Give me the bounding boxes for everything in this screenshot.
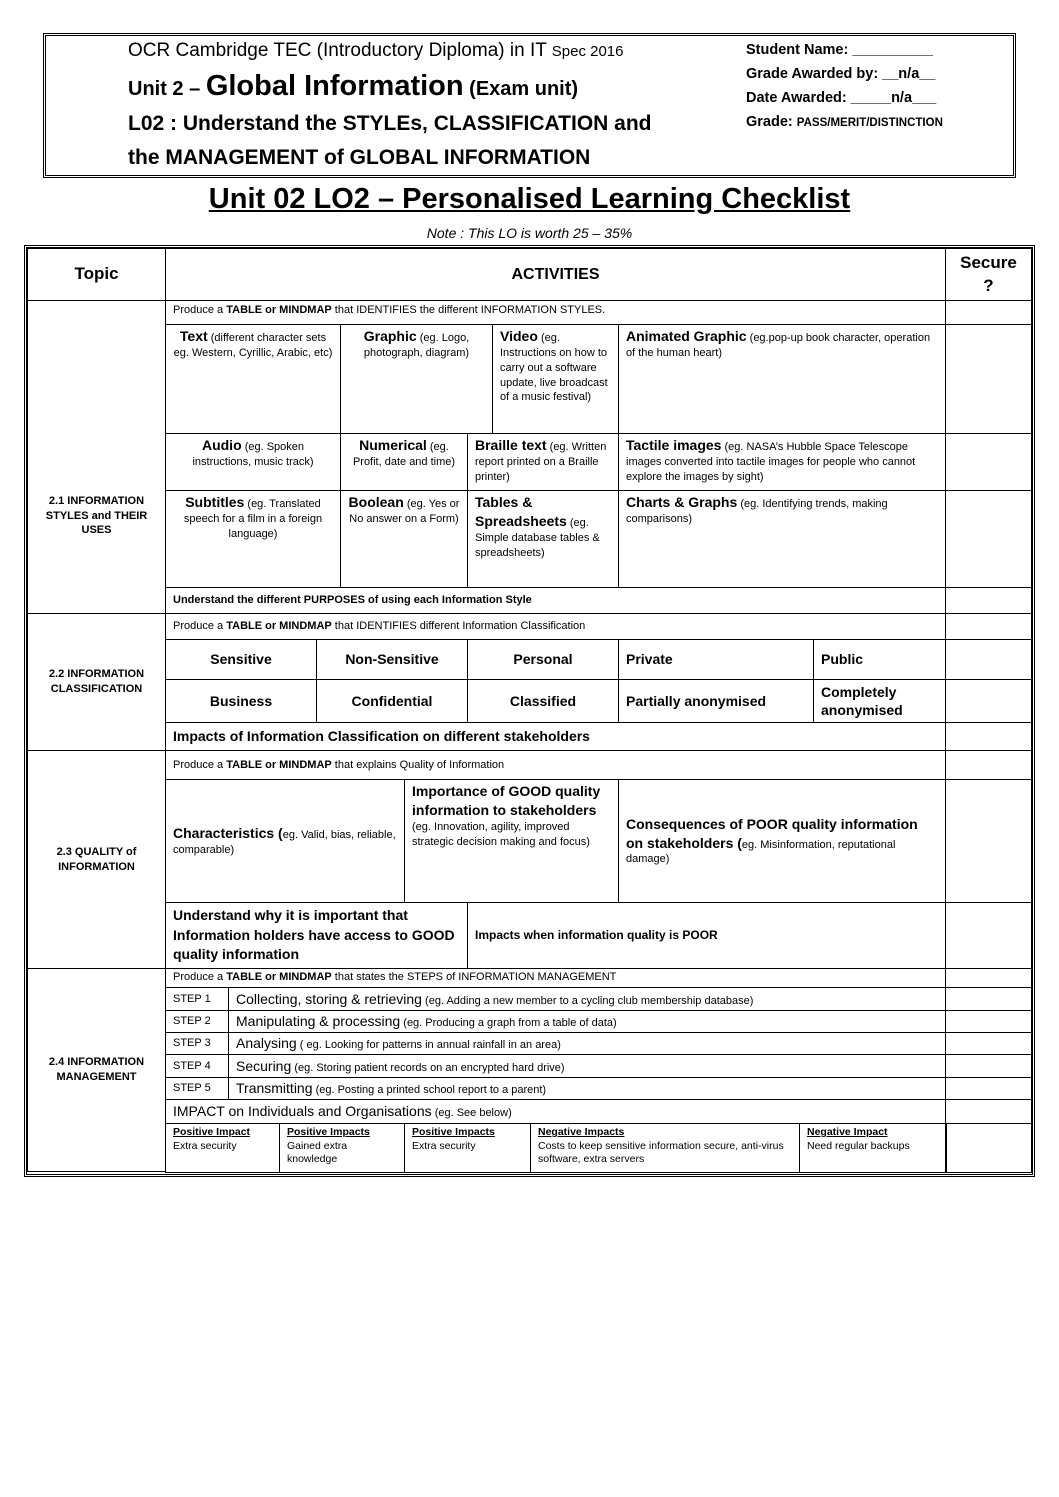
t: Produce a bbox=[173, 304, 224, 316]
secure-checkbox-cell[interactable] bbox=[945, 750, 1032, 780]
quality-characteristics bbox=[165, 779, 405, 903]
lo-line-1: L02 : Understand the STYLEs, CLASSIFICATION and bbox=[128, 112, 652, 135]
style-tables bbox=[467, 490, 619, 588]
impact-heading: Positive Impact bbox=[173, 1126, 251, 1138]
style-numerical bbox=[340, 433, 468, 491]
date-awarded: Date Awarded: _____n/a___ bbox=[746, 90, 937, 106]
t: Tables & Spreadsheets bbox=[475, 494, 567, 529]
student-name-field: Student Name: __________ bbox=[746, 42, 933, 58]
t: Video bbox=[500, 328, 538, 344]
activity-classification-impacts: Impacts of Information Classification on different stakeholders bbox=[165, 722, 946, 751]
style-graphic bbox=[340, 324, 493, 434]
impact-detail: Extra security bbox=[173, 1139, 237, 1152]
t: TABLE or MINDMAP bbox=[226, 971, 332, 983]
activity-impact bbox=[165, 1099, 946, 1124]
course-line bbox=[128, 40, 624, 62]
secure-checkbox-cell[interactable] bbox=[945, 1010, 1032, 1033]
style-boolean bbox=[340, 490, 468, 588]
impact-detail: Need regular backups bbox=[807, 1139, 910, 1152]
t: Importance of GOOD quality information to stakeholders bbox=[412, 783, 601, 818]
d: (eg. See below) bbox=[434, 1107, 512, 1120]
class-private: Private bbox=[618, 639, 814, 680]
t: that IDENTIFIES different Information Classification bbox=[331, 620, 586, 633]
step-item bbox=[228, 1032, 946, 1055]
step-item bbox=[228, 1054, 946, 1078]
t: Produce a bbox=[173, 971, 224, 983]
col-activities: ACTIVITIES bbox=[165, 248, 946, 301]
impact-heading: Negative Impacts bbox=[538, 1126, 625, 1138]
activity-produce-classification bbox=[165, 613, 946, 640]
secure-checkbox-cell[interactable] bbox=[945, 433, 1032, 491]
col-secure: Secure ? bbox=[945, 248, 1032, 301]
impact-detail: Extra security bbox=[412, 1139, 476, 1152]
secure-checkbox-cell[interactable] bbox=[945, 968, 1032, 988]
activity-purposes: Understand the different PURPOSES of using each Information Style bbox=[165, 587, 946, 614]
unit-prefix: Unit 2 – bbox=[128, 78, 201, 100]
col-topic: Topic bbox=[27, 248, 166, 301]
impact-detail: Costs to keep sensitive information secure, anti-virus software, extra servers bbox=[538, 1139, 784, 1166]
step-item bbox=[228, 1010, 946, 1033]
secure-checkbox-cell[interactable] bbox=[945, 1032, 1032, 1055]
secure-checkbox-cell[interactable] bbox=[945, 679, 1032, 723]
activity-produce-quality bbox=[165, 750, 946, 780]
t: TABLE or MINDMAP bbox=[226, 304, 332, 316]
d: eg. Misinformation, reputational damage) bbox=[626, 838, 896, 866]
page-title: Unit 02 LO2 – Personalised Learning Checklist bbox=[208, 183, 851, 215]
impact-example bbox=[530, 1123, 800, 1173]
grade-line bbox=[746, 110, 943, 135]
step-label: STEP 1 bbox=[173, 992, 211, 1005]
secure-checkbox-cell[interactable] bbox=[945, 1077, 1032, 1100]
d: (eg. Innovation, agility, improved strategic decision making and focus) bbox=[412, 820, 590, 848]
header-box bbox=[43, 33, 1016, 178]
topic-2-2: 2.2 INFORMATION CLASSIFICATION bbox=[27, 613, 166, 751]
step-example: (eg. Adding a new member to a cycling club membership database) bbox=[425, 994, 754, 1007]
t: Charts & Graphs bbox=[626, 494, 738, 510]
lo-line-2: the MANAGEMENT of GLOBAL INFORMATION bbox=[128, 146, 591, 169]
d: (different character sets eg. Western, Cyrillic, Arabic, etc) bbox=[173, 332, 333, 359]
secure-checkbox-cell[interactable] bbox=[945, 1123, 1032, 1173]
secure-checkbox-cell[interactable] bbox=[945, 1054, 1032, 1078]
topic-2-1: 2.1 INFORMATION STYLES and THEIR USES bbox=[27, 300, 166, 614]
t: Graphic bbox=[363, 328, 417, 344]
t: TABLE or MINDMAP bbox=[226, 758, 332, 771]
unit-line bbox=[128, 70, 578, 103]
t: Tactile images bbox=[626, 437, 722, 453]
unit-title: Global Information bbox=[205, 70, 464, 102]
secure-checkbox-cell[interactable] bbox=[945, 987, 1032, 1011]
style-animated-graphic bbox=[618, 324, 946, 434]
t: Boolean bbox=[348, 494, 404, 510]
t: Braille text bbox=[475, 437, 547, 453]
t: Text bbox=[179, 328, 208, 344]
secure-checkbox-cell[interactable] bbox=[945, 613, 1032, 640]
class-public: Public bbox=[813, 639, 946, 680]
course-name: OCR Cambridge TEC (Introductory Diploma) in IT bbox=[128, 40, 547, 61]
d: (eg. Profit, date and time) bbox=[352, 441, 456, 468]
style-tactile bbox=[618, 433, 946, 491]
step-title: Collecting, storing & retrieving bbox=[236, 990, 422, 1007]
t: Characteristics ( bbox=[173, 825, 283, 842]
note: Note : This LO is worth 25 – 35% bbox=[426, 225, 633, 241]
student-info bbox=[746, 38, 943, 135]
d: (eg. Spoken instructions, music track) bbox=[192, 441, 314, 468]
class-non-sensitive: Non-Sensitive bbox=[316, 639, 468, 680]
style-charts bbox=[618, 490, 946, 588]
grade-awarded-by: Grade Awarded by: __n/a__ bbox=[746, 66, 936, 82]
impact-heading: Positive Impacts bbox=[287, 1126, 370, 1138]
t: that states the STEPS of INFORMATION MANAGEMENT bbox=[334, 971, 617, 983]
secure-checkbox-cell[interactable] bbox=[945, 587, 1032, 614]
t: Produce a bbox=[173, 620, 224, 633]
impact-example bbox=[799, 1123, 947, 1173]
topic-2-3: 2.3 QUALITY of INFORMATION bbox=[27, 750, 166, 969]
step-number bbox=[165, 1054, 229, 1078]
step-number bbox=[165, 1010, 229, 1033]
quality-consequences bbox=[618, 779, 946, 903]
step-label: STEP 5 bbox=[173, 1082, 211, 1095]
d: (eg. Identifying trends, making comparisons) bbox=[626, 498, 888, 525]
style-braille bbox=[467, 433, 619, 491]
t: Subtitles bbox=[185, 494, 245, 510]
t: Audio bbox=[201, 437, 242, 453]
step-example: (eg. Storing patient records on an encrypted hard drive) bbox=[294, 1061, 565, 1074]
secure-checkbox-cell[interactable] bbox=[945, 300, 1032, 325]
style-audio bbox=[165, 433, 341, 491]
activity-produce-styles bbox=[165, 300, 946, 325]
d: (eg.pop-up book character, operation of the human heart) bbox=[626, 332, 931, 359]
step-number bbox=[165, 1032, 229, 1055]
t: TABLE or MINDMAP bbox=[226, 620, 332, 633]
step-title: Analysing bbox=[236, 1035, 297, 1052]
t: that IDENTIFIES the different INFORMATION STYLES. bbox=[334, 304, 606, 316]
t: Animated Graphic bbox=[626, 328, 747, 344]
d: (eg. NASA’s Hubble Space Telescope images converted into tactile images for people who cannot explore the images by sight) bbox=[626, 441, 916, 483]
spec: Spec 2016 bbox=[551, 43, 624, 60]
grade-options: PASS/MERIT/DISTINCTION bbox=[796, 117, 943, 129]
step-title: Transmitting bbox=[236, 1080, 313, 1097]
secure-checkbox-cell[interactable] bbox=[945, 722, 1032, 751]
impact-example bbox=[404, 1123, 531, 1173]
class-confidential: Confidential bbox=[316, 679, 468, 723]
step-number bbox=[165, 1077, 229, 1100]
secure-checkbox-cell[interactable] bbox=[945, 902, 1032, 969]
impact-heading: Negative Impact bbox=[807, 1126, 888, 1138]
secure-checkbox-cell[interactable] bbox=[945, 490, 1032, 588]
class-business: Business bbox=[165, 679, 317, 723]
step-item bbox=[228, 987, 946, 1011]
d: (eg. Translated speech for a film in a foreign language) bbox=[183, 498, 323, 540]
step-number bbox=[165, 987, 229, 1011]
activity-produce-management bbox=[165, 968, 946, 988]
step-label: STEP 3 bbox=[173, 1037, 211, 1050]
quality-understand: Understand why it is important that Information holders have access to GOOD quality information bbox=[165, 902, 468, 969]
step-label: STEP 2 bbox=[173, 1015, 211, 1028]
step-title: Manipulating & processing bbox=[236, 1013, 401, 1030]
topic-2-4: 2.4 INFORMATION MANAGEMENT bbox=[27, 968, 166, 1172]
impact-heading: Positive Impacts bbox=[412, 1126, 495, 1138]
d: (eg. Yes or No answer on a Form) bbox=[349, 498, 460, 525]
style-subtitles bbox=[165, 490, 341, 588]
d: (eg. Simple database tables & spreadsheets) bbox=[475, 516, 600, 559]
style-text bbox=[165, 324, 341, 434]
t: IMPACT on Individuals and Organisations bbox=[173, 1103, 432, 1120]
unit-suffix: (Exam unit) bbox=[469, 78, 579, 100]
class-sensitive: Sensitive bbox=[165, 639, 317, 680]
impact-example bbox=[279, 1123, 405, 1173]
d: (eg. Written report printed on a Braille printer) bbox=[475, 441, 607, 483]
class-classified: Classified bbox=[467, 679, 619, 723]
d: (eg. Instructions on how to carry out a software update, live broadcast of a music festival) bbox=[500, 332, 608, 404]
t: Numerical bbox=[359, 437, 427, 453]
t: Consequences of POOR quality information on stakeholders ( bbox=[626, 815, 918, 851]
quality-importance bbox=[404, 779, 619, 903]
secure-checkbox-cell[interactable] bbox=[945, 779, 1032, 903]
impact-detail: Gained extra knowledge bbox=[287, 1139, 348, 1166]
grade-label: Grade: bbox=[746, 114, 793, 130]
class-completely-anonymised: Completely anonymised bbox=[813, 679, 946, 723]
step-example: (eg. Producing a graph from a table of data) bbox=[403, 1017, 617, 1030]
step-example: (eg. Posting a printed school report to a parent) bbox=[315, 1084, 547, 1097]
d: (eg. Logo, photograph, diagram) bbox=[363, 332, 470, 359]
secure-checkbox-cell[interactable] bbox=[945, 324, 1032, 434]
style-video bbox=[492, 324, 619, 434]
secure-checkbox-cell[interactable] bbox=[945, 639, 1032, 680]
class-personal: Personal bbox=[467, 639, 619, 680]
step-item bbox=[228, 1077, 946, 1100]
class-partially-anonymised: Partially anonymised bbox=[618, 679, 814, 723]
quality-impacts-poor: Impacts when information quality is POOR bbox=[467, 902, 946, 969]
t: that explains Quality of Information bbox=[334, 758, 505, 771]
d: eg. Valid, bias, reliable, comparable) bbox=[173, 829, 396, 857]
step-title: Securing bbox=[236, 1057, 292, 1074]
step-example: ( eg. Looking for patterns in annual rainfall in an area) bbox=[299, 1039, 561, 1052]
secure-checkbox-cell[interactable] bbox=[945, 1099, 1032, 1124]
step-label: STEP 4 bbox=[173, 1059, 211, 1072]
impact-example bbox=[165, 1123, 280, 1173]
t: Produce a bbox=[173, 758, 224, 771]
